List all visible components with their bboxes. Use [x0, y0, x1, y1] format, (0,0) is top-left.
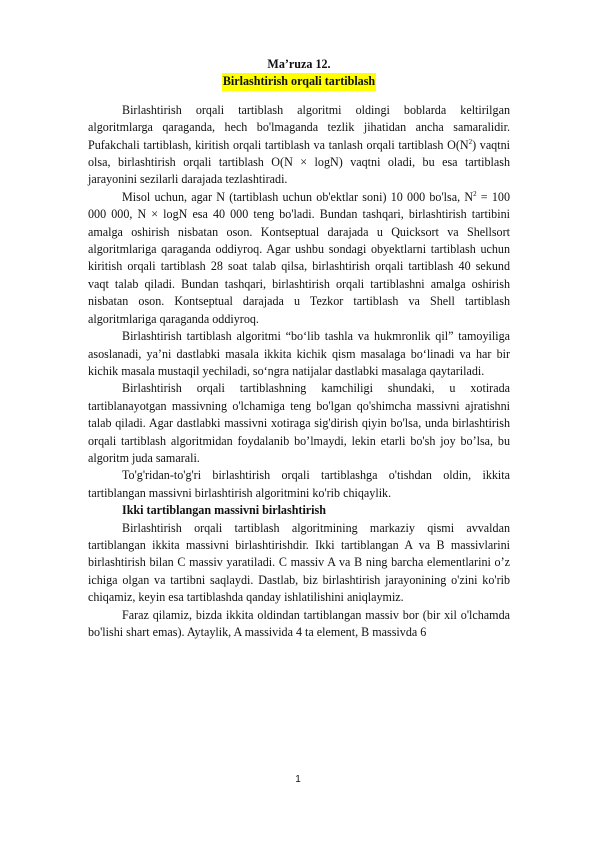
- paragraph-example: Misol uchun, agar N (tartiblash uchun ob'ektlar soni) 10 000 bo'lsa, $N^2 = 100$ 000 000, N × logN esa 40 000 teng bo'ladi. Bundan tashqari, birlashtirish tartibini amalga oshirish nisbatan oson. Kontseptual darajada u Quicksort va Shellsort algoritmlariga qaraganda oddiyroq. Agar ushbu sondagi obyektlarni tartiblash uchun kiritish orqali tartiblash 28 soat talab qilsa, birlashtirish orqali tartiblash 40 sekund vaqt talab qiladi. Bundan tashqari, birlashtirish orqali tartiblashni amalga oshirish nisbatan oson. Kontseptual darajada u Tezkor tartiblash va Shell tartiblash algoritmlariga qaraganda oddiyroq.: [88, 189, 510, 326]
- page-content: [88, 56, 510, 641]
- paragraph-principle: Birlashtirish tartiblash algoritmi “bo‘lib tashla va hukmronlik qil” tamoyiliga asoslanadi, ya’ni dastlabki masala ikkita kichik qism masalaga bo‘linadi va har bir kichik masala mustaqil yechiladi, so‘ngra natijalar dastlabki masalaga qaytariladi.: [88, 329, 510, 378]
- paragraph-intro: Birlashtirish orqali tartiblash algoritmi oldingi boblarda keltirilgan algoritmlarga qaraganda, hech bo'lmaganda tezlik jihatidan ancha samaralidir. Pufakchali tartiblash, kiritish orqali tartiblash va tanlash orqali tartiblash $O(N^2)$ vaqtni olsa, birlashtirish orqali tartiblash O(N × logN) vaqtni oladi, bu esa tartiblash jarayonini sezilarli darajada tezlashtiradi.: [88, 102, 510, 187]
- title-container: [88, 73, 510, 90]
- lecture-number: Ma’ruza 12.: [267, 57, 331, 71]
- section-heading: Ikki tartiblangan massivni birlashtirish: [122, 503, 326, 518]
- paragraph-transition: To'g'ridan-to'g'ri birlashtirish orqali tartiblashga o'tishdan oldin, ikkita tartiblangan massivni birlashtirish algoritmini ko'rib chiqaylik.: [88, 468, 510, 500]
- page-number: 1: [295, 774, 301, 785]
- paragraph-drawback: Birlashtirish orqali tartiblashning kamchiligi shundaki, u xotirada tartiblanayotgan massivning o'lchamiga teng bo'lgan qo'shimcha massivni ajratishni talab qiladi. Agar dastlabki massivni xotiraga sig'dirish qiyin bo'lsa, unda birlashtirish orqali tartiblash algoritmidan foydalanib bo’lmaydi, lekin etarli bo'sh joy bo’lsa, bu algoritm juda samarali.: [88, 381, 510, 465]
- lecture-title: Birlashtirish orqali tartiblash: [222, 73, 376, 90]
- paragraph-assumption: Faraz qilamiz, bizda ikkita oldindan tartiblangan massiv bor (bir xil o'lchamda bo'lishi shart emas). Aytaylik, A massivida 4 ta element, B massivda 6: [88, 607, 510, 639]
- paragraph-merge-core: Birlashtirish orqali tartiblash algoritmining markaziy qismi avvaldan tartiblangan ikkita massivni birlashtirishdir. Ikki tartiblangan A va B massivlarini birlashtirish bilan C massiv yaratiladi. C massiv A va B ning barcha elementlarini o’z ichiga olgan va tartibni saqlaydi. Dastlab, biz birlashtirish jarayonining o'zini ko'rib chiqamiz, keyin esa tartiblashda qanday ishlatilishini aniqlaymiz.: [88, 520, 510, 605]
